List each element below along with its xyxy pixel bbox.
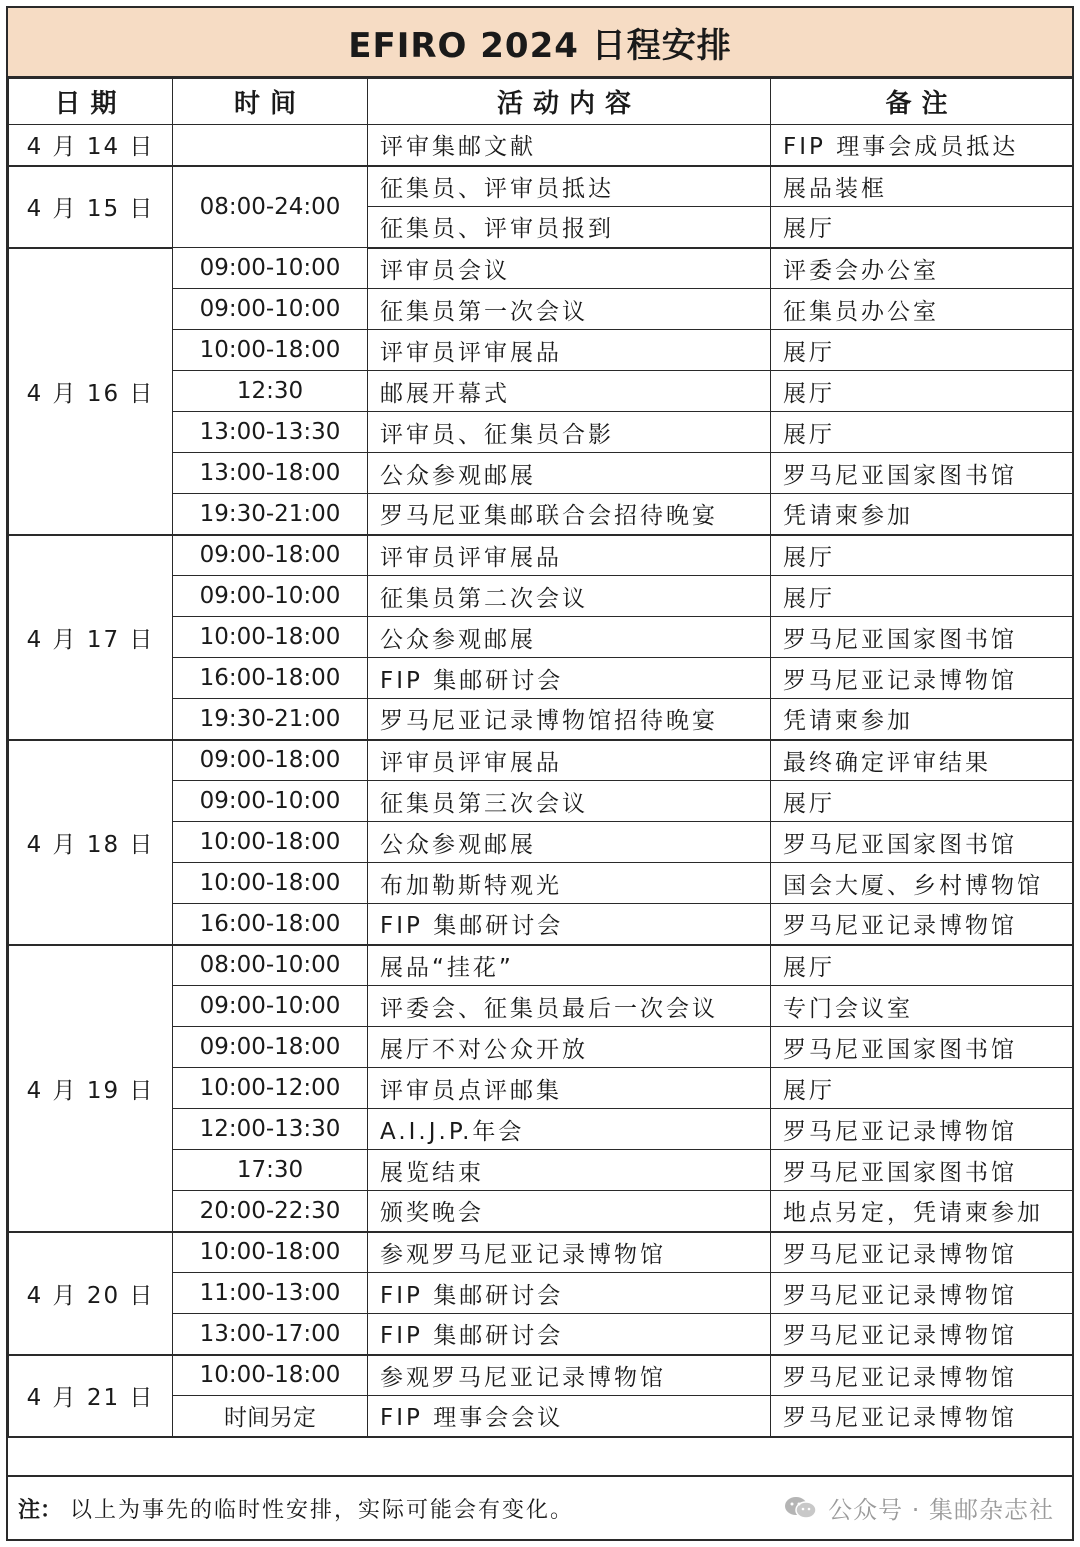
- time-cell: [173, 125, 368, 166]
- note-cell: 罗马尼亚记录博物馆: [771, 1355, 1073, 1396]
- note-cell: 罗马尼亚国家图书馆: [771, 617, 1073, 658]
- note-cell: 凭请柬参加: [771, 699, 1073, 740]
- activity-cell: FIP 集邮研讨会: [368, 904, 771, 945]
- note-cell: 展厅: [771, 781, 1073, 822]
- page-title: EFIRO 2024 日程安排: [8, 8, 1072, 78]
- wechat-icon: [784, 1495, 818, 1521]
- date-cell: 4 月 17 日: [9, 535, 173, 740]
- activity-cell: 评审员评审展品: [368, 330, 771, 371]
- note-cell: 罗马尼亚国家图书馆: [771, 822, 1073, 863]
- note-cell: 展厅: [771, 371, 1073, 412]
- activity-cell: 评委会、征集员最后一次会议: [368, 986, 771, 1027]
- footer-text: 以上为事先的临时性安排，实际可能会有变化。: [70, 1497, 575, 1523]
- schedule-table: [8, 78, 1073, 1438]
- note-cell: 罗马尼亚记录博物馆: [771, 1396, 1073, 1437]
- activity-cell: 罗马尼亚集邮联合会招待晚宴: [368, 494, 771, 535]
- time-cell: 16:00-18:00: [173, 904, 368, 945]
- note-cell: 地点另定，凭请柬参加: [771, 1191, 1073, 1232]
- note-cell: 罗马尼亚国家图书馆: [771, 1027, 1073, 1068]
- activity-cell: FIP 集邮研讨会: [368, 1273, 771, 1314]
- time-cell: 13:00-18:00: [173, 453, 368, 494]
- activity-cell: 征集员、评审员抵达: [368, 166, 771, 207]
- header-time: 时间: [173, 79, 368, 125]
- activity-cell: 征集员第二次会议: [368, 576, 771, 617]
- time-cell: 20:00-22:30: [173, 1191, 368, 1232]
- activity-cell: 布加勒斯特观光: [368, 863, 771, 904]
- time-cell: 12:00-13:30: [173, 1109, 368, 1150]
- note-cell: 展厅: [771, 207, 1073, 248]
- activity-cell: 公众参观邮展: [368, 822, 771, 863]
- note-cell: FIP 理事会成员抵达: [771, 125, 1073, 166]
- time-cell: 09:00-18:00: [173, 535, 368, 576]
- note-cell: 展厅: [771, 330, 1073, 371]
- time-cell: 19:30-21:00: [173, 699, 368, 740]
- table-row: [9, 535, 1073, 576]
- time-cell: 11:00-13:00: [173, 1273, 368, 1314]
- activity-cell: 征集员、评审员报到: [368, 207, 771, 248]
- note-cell: 最终确定评审结果: [771, 740, 1073, 781]
- note-cell: 罗马尼亚记录博物馆: [771, 1314, 1073, 1355]
- table-row: [9, 945, 1073, 986]
- note-cell: 罗马尼亚国家图书馆: [771, 453, 1073, 494]
- time-cell: 09:00-10:00: [173, 576, 368, 617]
- time-cell: 13:00-13:30: [173, 412, 368, 453]
- time-cell: 16:00-18:00: [173, 658, 368, 699]
- activity-cell: 参观罗马尼亚记录博物馆: [368, 1232, 771, 1273]
- activity-cell: 参观罗马尼亚记录博物馆: [368, 1355, 771, 1396]
- schedule-body: [9, 125, 1073, 1437]
- activity-cell: A.I.J.P.年会: [368, 1109, 771, 1150]
- activity-cell: 邮展开幕式: [368, 371, 771, 412]
- date-cell: 4 月 20 日: [9, 1232, 173, 1355]
- time-cell: 09:00-10:00: [173, 289, 368, 330]
- activity-cell: FIP 集邮研讨会: [368, 1314, 771, 1355]
- activity-cell: FIP 集邮研讨会: [368, 658, 771, 699]
- time-cell: 10:00-18:00: [173, 863, 368, 904]
- time-cell: 10:00-18:00: [173, 1232, 368, 1273]
- note-cell: 展厅: [771, 1068, 1073, 1109]
- date-cell: 4 月 21 日: [9, 1355, 173, 1437]
- time-cell: 12:30: [173, 371, 368, 412]
- activity-cell: FIP 理事会会议: [368, 1396, 771, 1437]
- activity-cell: 征集员第三次会议: [368, 781, 771, 822]
- activity-cell: 评审员会议: [368, 248, 771, 289]
- date-cell: 4 月 19 日: [9, 945, 173, 1232]
- activity-cell: 展品“挂花”: [368, 945, 771, 986]
- activity-cell: 评审员点评邮集: [368, 1068, 771, 1109]
- note-cell: 展厅: [771, 412, 1073, 453]
- activity-cell: 颁奖晚会: [368, 1191, 771, 1232]
- activity-cell: 公众参观邮展: [368, 453, 771, 494]
- time-cell: 09:00-10:00: [173, 986, 368, 1027]
- note-cell: 罗马尼亚记录博物馆: [771, 1232, 1073, 1273]
- time-cell: 10:00-12:00: [173, 1068, 368, 1109]
- date-cell: 4 月 18 日: [9, 740, 173, 945]
- time-cell: 13:00-17:00: [173, 1314, 368, 1355]
- time-cell: 10:00-18:00: [173, 330, 368, 371]
- activity-cell: 评审集邮文献: [368, 125, 771, 166]
- note-cell: 凭请柬参加: [771, 494, 1073, 535]
- note-cell: 展厅: [771, 576, 1073, 617]
- note-cell: 罗马尼亚记录博物馆: [771, 658, 1073, 699]
- date-cell: 4 月 16 日: [9, 248, 173, 535]
- time-cell: 10:00-18:00: [173, 617, 368, 658]
- header-date: 日期: [9, 79, 173, 125]
- table-row: [9, 1232, 1073, 1273]
- time-cell: 09:00-18:00: [173, 740, 368, 781]
- note-cell: 评委会办公室: [771, 248, 1073, 289]
- time-cell: 08:00-10:00: [173, 945, 368, 986]
- activity-cell: 展览结束: [368, 1150, 771, 1191]
- table-row: [9, 1355, 1073, 1396]
- note-cell: 展厅: [771, 945, 1073, 986]
- note-cell: 罗马尼亚国家图书馆: [771, 1150, 1073, 1191]
- time-cell: 08:00-24:00: [173, 166, 368, 248]
- table-row: [9, 740, 1073, 781]
- date-cell: 4 月 14 日: [9, 125, 173, 166]
- activity-cell: 公众参观邮展: [368, 617, 771, 658]
- time-cell: 19:30-21:00: [173, 494, 368, 535]
- time-cell: 09:00-10:00: [173, 248, 368, 289]
- note-cell: 征集员办公室: [771, 289, 1073, 330]
- footer-label: 注：: [18, 1497, 63, 1523]
- time-cell: 10:00-18:00: [173, 822, 368, 863]
- activity-cell: 征集员第一次会议: [368, 289, 771, 330]
- time-cell: 17:30: [173, 1150, 368, 1191]
- time-cell: 10:00-18:00: [173, 1355, 368, 1396]
- time-cell: 09:00-18:00: [173, 1027, 368, 1068]
- note-cell: 国会大厦、乡村博物馆: [771, 863, 1073, 904]
- activity-cell: 展厅不对公众开放: [368, 1027, 771, 1068]
- schedule-frame: [6, 6, 1074, 1541]
- time-cell: 09:00-10:00: [173, 781, 368, 822]
- time-cell: 时间另定: [173, 1396, 368, 1437]
- table-row: [9, 166, 1073, 207]
- activity-cell: 评审员、征集员合影: [368, 412, 771, 453]
- activity-cell: 罗马尼亚记录博物馆招待晚宴: [368, 699, 771, 740]
- note-cell: 展品装框: [771, 166, 1073, 207]
- activity-cell: 评审员评审展品: [368, 535, 771, 576]
- table-row: [9, 125, 1073, 166]
- activity-cell: 评审员评审展品: [368, 740, 771, 781]
- header-note: 备注: [771, 79, 1073, 125]
- note-cell: 罗马尼亚记录博物馆: [771, 1109, 1073, 1150]
- table-header-row: [9, 79, 1073, 125]
- header-activity: 活动内容: [368, 79, 771, 125]
- date-cell: 4 月 15 日: [9, 166, 173, 248]
- note-cell: 展厅: [771, 535, 1073, 576]
- note-cell: 专门会议室: [771, 986, 1073, 1027]
- note-cell: 罗马尼亚记录博物馆: [771, 1273, 1073, 1314]
- watermark-text: 公众号 · 集邮杂志社: [828, 1496, 1054, 1524]
- note-cell: 罗马尼亚记录博物馆: [771, 904, 1073, 945]
- watermark: [784, 1490, 1054, 1525]
- table-row: [9, 248, 1073, 289]
